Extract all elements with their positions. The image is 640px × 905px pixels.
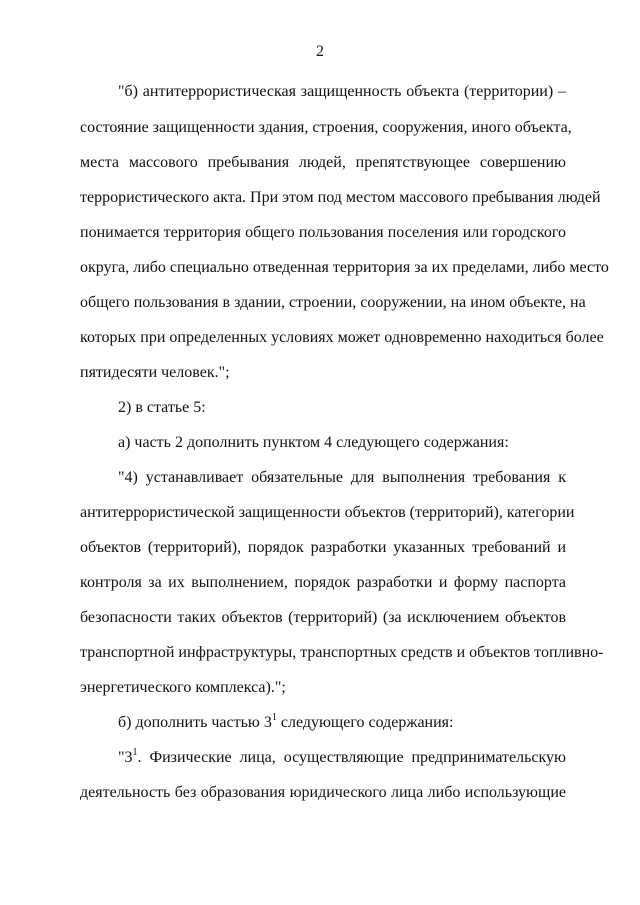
paragraph-4-line-2: антитеррористической защищенности объектов (территорий), категории xyxy=(80,504,575,521)
paragraph-5-line-1 xyxy=(118,713,453,733)
paragraph-6-rest: . Физические лица, осуществляющие предпринимательскую xyxy=(137,749,566,766)
paragraph-6-prefix: "3 xyxy=(118,749,133,766)
paragraph-3-line-1: а) часть 2 дополнить пунктом 4 следующего содержания: xyxy=(118,434,509,451)
paragraph-1-line-6: округа, либо специально отведенная территория за их пределами, либо место xyxy=(80,259,609,276)
paragraph-1-line-5: понимается территория общего пользования поселения или городского xyxy=(80,224,566,241)
page-number: 2 xyxy=(316,43,324,60)
paragraph-6-line-1 xyxy=(118,748,566,768)
superscript-1-b: 1 xyxy=(132,746,138,758)
paragraph-4-line-3: объектов (территорий), порядок разработки указанных требований и xyxy=(80,539,566,556)
paragraph-2-line-1: 2) в статье 5: xyxy=(118,399,206,416)
paragraph-5-text-start: б) дополнить частью 3 xyxy=(118,714,272,731)
paragraph-1-line-1: "б) антитеррористическая защищенность объекта (территории) – xyxy=(118,83,566,100)
paragraph-6-line-2: деятельность без образования юридического лица либо использующие xyxy=(80,784,566,801)
paragraph-1-line-9: пятидесяти человек."; xyxy=(80,364,230,381)
paragraph-1-line-4: террористического акта. При этом под местом массового пребывания людей xyxy=(80,189,601,206)
paragraph-5-text-end: следующего содержания: xyxy=(276,714,454,731)
paragraph-1-line-7: общего пользования в здании, строении, сооружении, на ином объекте, на xyxy=(80,294,586,311)
paragraph-1-line-2: состояние защищенности здания, строения, сооружения, иного объекта, xyxy=(80,119,572,136)
paragraph-1-line-8: которых при определенных условиях может одновременно находиться более xyxy=(80,329,604,346)
paragraph-4-line-6: транспортной инфраструктуры, транспортных средств и объектов топливно- xyxy=(80,644,604,661)
paragraph-1-line-3: места массового пребывания людей, препятствующее совершению xyxy=(80,154,566,171)
paragraph-4-line-4: контроля за их выполнением, порядок разработки и форму паспорта xyxy=(80,574,566,591)
paragraph-6-prefix-group xyxy=(118,748,138,768)
paragraph-4-line-1: "4) устанавливает обязательные для выполнения требования к xyxy=(118,469,566,486)
paragraph-4-line-5: безопасности таких объектов (территорий) (за исключением объектов xyxy=(80,609,566,626)
superscript-1: 1 xyxy=(271,711,277,723)
paragraph-4-line-7: энергетического комплекса)."; xyxy=(80,679,286,696)
